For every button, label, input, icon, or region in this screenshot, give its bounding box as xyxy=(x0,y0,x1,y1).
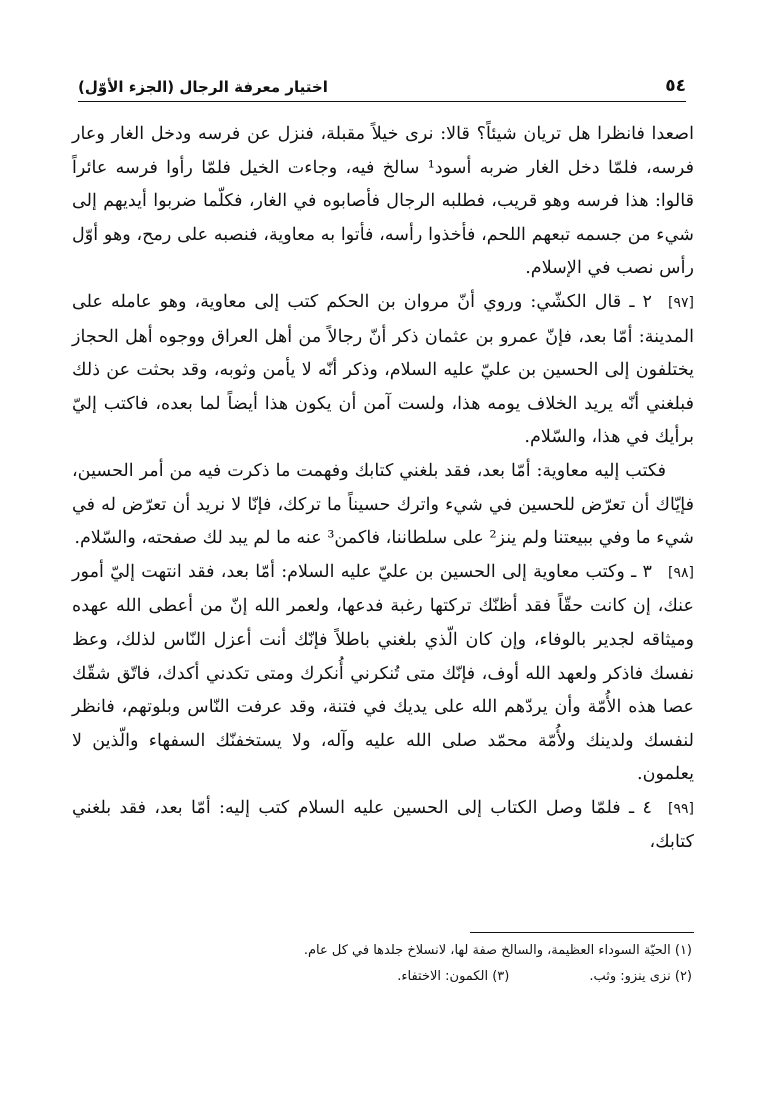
page-header xyxy=(78,62,686,96)
reference-number: [٩٨] xyxy=(668,564,694,581)
paragraph xyxy=(72,556,694,792)
header-rule xyxy=(78,101,686,102)
footnote: (٣) الكمون: الاختفاء. xyxy=(397,969,510,984)
reference-number: [٩٩] xyxy=(668,800,694,817)
running-title: اختيار معرفة الرجال (الجزء الأوّل) xyxy=(78,78,328,96)
paragraph-text: فكتب إليه معاوية: أمّا بعد، فقد بلغني كتابك وفهمت ما ذكرت فيه من أمر الحسين، فإيّاك أن تعرّض للحسين في شيء واترك حسيناً ما تركك، فإنّا لا نريد أن تعرّض له في شيء ما وفي ببيعتنا ولم ينز² على سلطاننا، فاكمن³ عنه ما لم يبد لك صفحته، والسّلام. xyxy=(72,460,694,549)
footnote-line xyxy=(72,964,692,990)
paragraph xyxy=(72,286,694,455)
paragraph-text: اصعدا فانظرا هل تريان شيئاً؟ قالا: نرى خيلاً مقبلة، فنزل عن فرسه ودخل الغار وعار فرسه، فلمّا دخل الغار ضربه أسود¹ سالخ فيه، وجاءت الخيل فلمّا رأوا فرسه عائراً قالوا: هذا فرسه وهو قريب، فطلبه الرجال فأصابوه في الغار، فكلّما ضربوا أيديهم إلى شيء من جسمه تبعهم اللحم، فأخذوا رأسه، فأتوا به معاوية، فنصبه على رمح، وهو أوّل رأس نصب في الإسلام. xyxy=(72,124,694,279)
paragraph xyxy=(72,792,694,860)
reference-number: [٩٧] xyxy=(668,294,694,311)
body-text xyxy=(72,118,694,860)
footnote: (١) الحيّة السوداء العظيمة، والسالخ صفة لها، لانسلاخ جلدها في كل عام. xyxy=(303,943,692,958)
footnote: (٢) نزى ينزو: وثب. xyxy=(589,969,692,984)
paragraph-text: ٢ ـ قال الكشّي: وروي أنّ مروان بن الحكم كتب إلى معاوية، وهو عامله على المدينة: أمّا بعد، فإنّ عمرو بن عثمان ذكر أنّ رجالاً من أهل العراق ووجوه أهل الحجاز يختلفون إلى الحسين بن عليّ عليه السلام، وذكر أنّه لا يأمن وثوبه، وقد بحثت عن ذلك فبلغني أنّه يريد الخلاف يومه هذا، ولست آمن أن يكون هذا أيضاً لما بعده، فاكتب إليّ برأيك في هذا، والسّلام. xyxy=(72,291,694,448)
footnote-rule xyxy=(470,932,694,933)
paragraph-text: ٤ ـ فلمّا وصل الكتاب إلى الحسين عليه السلام كتب إليه: أمّا بعد، فقد بلغني كتابك، xyxy=(72,797,694,853)
page-number: ٥٤ xyxy=(665,76,686,96)
paragraph xyxy=(72,455,694,556)
footnotes xyxy=(72,938,692,990)
footnote-line xyxy=(72,938,692,964)
paragraph xyxy=(72,118,694,286)
paragraph-text: ٣ ـ وكتب معاوية إلى الحسين بن عليّ عليه السلام: أمّا بعد، فقد انتهت إليّ أمور عنك، إن كانت حقّاً فقد أظنّك تركتها رغبة فدعها، ولعمر الله إنّ من أعطى الله عهده وميثاقه لجدير بالوفاء، وإن كان الّذي بلغني باطلاً فإنّك أنت أعزل النّاس لذلك، وعظ نفسك فاذكر ولعهد الله أوف، فإنّك متى تُنكرني أُنكرك ومتى تكدني أكدك، فاتّق شقّك عصا هذه الأُمّة وأن يردّهم الله على يديك في فتنة، وقد عرفت النّاس وبلوتهم، فانظر لنفسك ولدينك ولأُمّة محمّد صلى الله عليه وآله، ولا يستخفنّك السفهاء والّذين لا يعلمون. xyxy=(72,561,694,785)
